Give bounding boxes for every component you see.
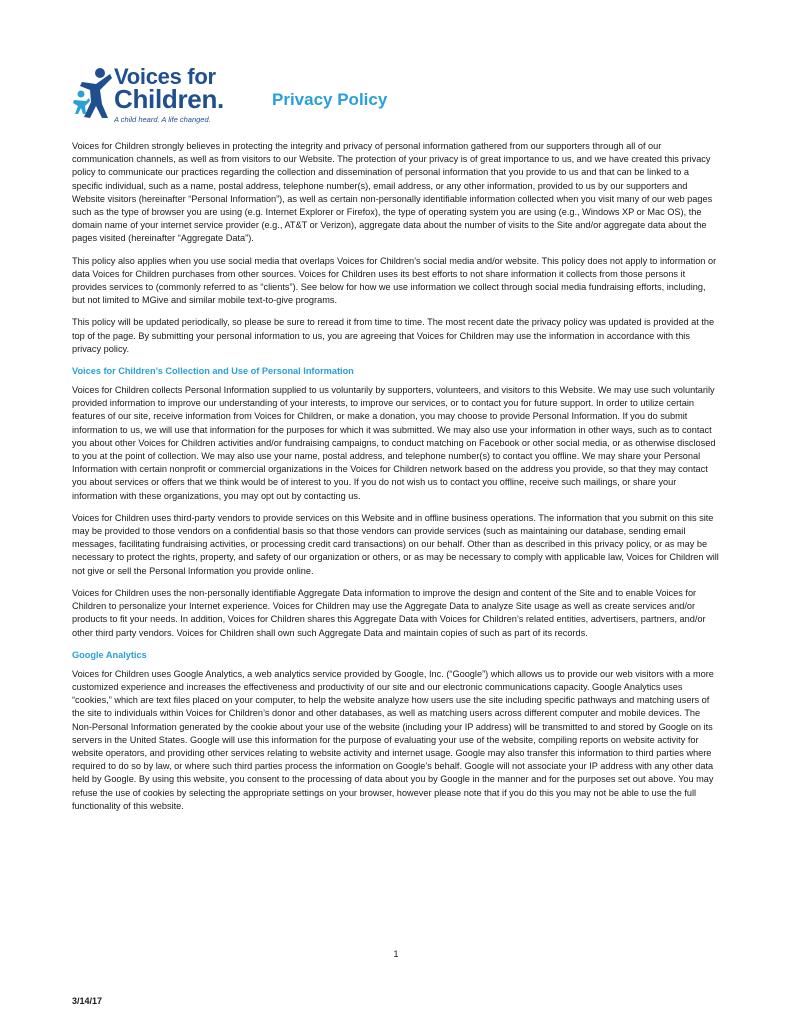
paragraph-social-media: This policy also applies when you use social media that overlaps Voices for Children’s social media and/or website. This policy does not apply to information or data Voices for Children purchases from other sources. Voices for Children uses its best efforts to not share information it collects from those persons it provides services to (commonly referred to as “clients”). See below for how we use information we collect through social media fundraising efforts, including, but not limited to MGive and similar mobile text-to-give programs. [72, 255, 717, 306]
header [72, 62, 472, 128]
logo-tagline: A child heard. A life changed. [114, 115, 211, 124]
section-heading-google-analytics: Google Analytics [72, 649, 147, 660]
child-figures-icon [72, 64, 116, 120]
section-heading-collection: Voices for Children’s Collection and Use of Personal Information [72, 366, 354, 377]
paragraph-intro: Voices for Children strongly believes in protecting the integrity and privacy of personal information gathered from our supporters through all of our communication channels, as well as from visitors to our Website. The protection of your privacy is of great importance to us, and we have created this privacy policy to communicate our practices regarding the collection and dissemination of personal information that you provide to us and that can be linked to a specific individual, such as a name, postal address, telephone number(s), email address, or any other information, provided to us by our supporters and Website visitors (hereinafter “Personal Information”), as well as certain non-personally identifiable information collected when you visit many of our web pages such as the type of browser you are using (e.g. Internet Explorer or Firefox), the type of operating system you are using (e.g., Windows XP or Mac OS), the domain name of your internet service provider (e.g., AT&T or Verizon), aggregate data about the number of visits to the Site and/or aggregate data about the pages visited (hereinafter “Aggregate Data”). [72, 141, 713, 244]
paragraph-updates: This policy will be updated periodically, so please be sure to reread it from time to time. The most recent date the privacy policy was updated is provided at the top of the page. By submitting your personal information to us, you are agreeing that Voices for Children may use the information in accordance with this privacy policy. [72, 317, 715, 354]
paragraph-google-analytics: Voices for Children uses Google Analytics, a web analytics service provided by Google, Inc. (“Google”) which allows us to provide our web visitors with a more customized experience and increases the effectiveness and productivity of our site and our electronic communications capacity. Google Analytics uses “cookies,” which are text files placed on your computer, to help the website analyze how users use the site including specific pathways and matching users of the site to individuals within Voices for Children’s donor and other databases, as well as matching users across different computer and mobile devices. The Non-Personal Information generated by the cookie about your use of the website (including your IP address) will be transmitted to and stored by Google on its servers in the United States. Google will use this information for the purpose of evaluating your use of the website, compiling reports on website activity for website operators, and providing other services relating to website activity and internet usage. Google may also transfer this information to third parties where required to do so by law, or where such third parties process the information on Google’s behalf. Google will not associate your IP address with any other data held by Google. By using this website, you consent to the processing of data about you by Google in the manner and for the purposes set out above. You may refuse the use of cookies by selecting the appropriate settings on your browser, however please note that if you do this you may not be able to use the full functionality of this website. [72, 668, 714, 811]
logo-wordmark-line1: Voices for [114, 64, 216, 89]
page-number: 1 [393, 949, 399, 959]
footer-date: 3/14/17 [72, 996, 103, 1006]
document-title: Privacy Policy [272, 90, 388, 109]
document-body [72, 140, 720, 822]
paragraph-vendors: Voices for Children uses third-party vendors to provide services on this Website and in offline business operations. The information that you submit on this site may be provided to those vendors on a confidential basis so that those vendors can provide services (such as maintaining our database, sending email messages, facilitating fundraising activities, or processing credit card transactions) on our behalf. Other than as described in this privacy policy, or as may be necessary to protect the rights, property, and safety of our organization or others, or as may be necessary to comply with applicable law, Voices for Children will not give or sell the Personal Information you provide online. [72, 512, 719, 576]
voices-for-children-logo [72, 62, 262, 128]
paragraph-aggregate-data: Voices for Children uses the non-personally identifiable Aggregate Data information to improve the design and content of the Site and to enable Voices for Children to personalize your Internet experience. Voices for Children may use the Aggregate Data to analyze Site usage as well as create services and/or products to fit your needs. In addition, Voices for Children shares this Aggregate Data with Voices for Children’s related entities, advertisers, partners, and/or other third party vendors. Voices for Children shall own such Aggregate Data and maintain copies of such as part of its records. [72, 587, 706, 638]
logo-wordmark-line2: Children. [114, 84, 224, 114]
paragraph-collection: Voices for Children collects Personal Information supplied to us voluntarily by supporters, volunteers, and visitors to this Website. We may use such voluntarily provided information to improve our understanding of your interests, to improve our services, or to contact you for future support. In order to utilize certain features of our site, receive information from Voices for Children, or make a donation, you may choose to provide Personal Information. If you do submit information to us, we will use that information for the purposes for which it was submitted. We may also use your information in other ways, such as to contact you about other Voices for Children activities and/or fundraising campaigns, to conduct matching on Facebook or other social media, or as otherwise disclosed to you at the point of collection. We may also use your name, postal address, and telephone number(s) to contact you offline. We may share your Personal Information with certain nonprofit or commercial organizations in the Voices for Children network based on the address you provide, so that they may contact you about services or offers that we think would be of interest to you. If you do not wish us to contact you offline, receive such mailings, or share your information with these organizations, you may opt out by contacting us. [72, 385, 716, 501]
